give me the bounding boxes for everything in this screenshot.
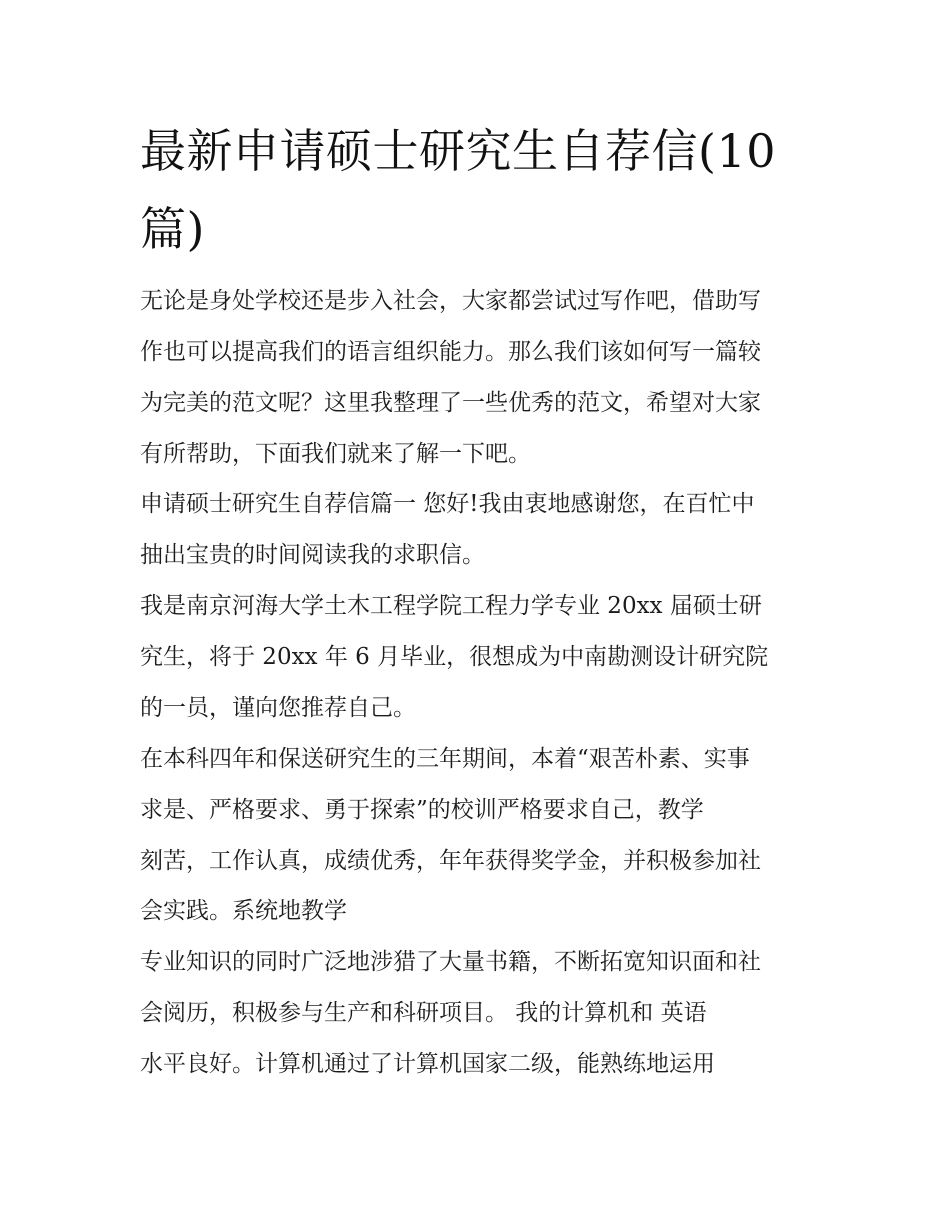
body-line: 专业知识的同时广泛地涉猎了大量书籍，不断拓宽知识面和社 bbox=[140, 949, 761, 975]
body-line: 无论是身处学校还是步入社会，大家都尝试过写作吧，借助写 bbox=[140, 288, 761, 314]
body-line: 在本科四年和保送研究生的三年期间，本着“艰苦朴素、实事 bbox=[140, 746, 750, 772]
body-line: 究生，将于 20xx 年 6 月毕业，很想成为中南勘测设计研究院 bbox=[140, 644, 769, 670]
document-title bbox=[140, 112, 830, 268]
body-line: 申请硕士研究生自荐信篇一 您好!我由衷地感谢您，在百忙中 bbox=[140, 491, 755, 517]
body-line: 为完美的范文呢？这里我整理了一些优秀的范文，希望对大家 bbox=[140, 390, 761, 416]
body-line: 有所帮助，下面我们就来了解一下吧。 bbox=[140, 441, 531, 467]
body-line: 会实践。系统地教学 bbox=[140, 898, 347, 924]
body-line: 会阅历，积极参与生产和科研项目。 我的计算机和 英语 bbox=[140, 1000, 707, 1026]
body-line: 水平良好。计算机通过了计算机国家二级，能熟练地运用 bbox=[140, 1051, 715, 1077]
body-line: 我是南京河海大学土木工程学院工程力学专业 20xx 届硕士研 bbox=[140, 593, 762, 619]
body-line: 刻苦，工作认真，成绩优秀，年年获得奖学金，并积极参加社 bbox=[140, 848, 761, 874]
body-line: 抽出宝贵的时间阅读我的求职信。 bbox=[140, 542, 485, 568]
body-line: 的一员，谨向您推荐自己。 bbox=[140, 695, 416, 721]
title-line-2: 篇) bbox=[140, 202, 205, 256]
body-line: 作也可以提高我们的语言组织能力。那么我们该如何写一篇较 bbox=[140, 339, 761, 365]
title-line-1: 最新申请硕士研究生自荐信(10 bbox=[140, 124, 776, 178]
body-line: 求是、严格要求、勇于探索”的校训严格要求自己，教学 bbox=[140, 797, 704, 823]
